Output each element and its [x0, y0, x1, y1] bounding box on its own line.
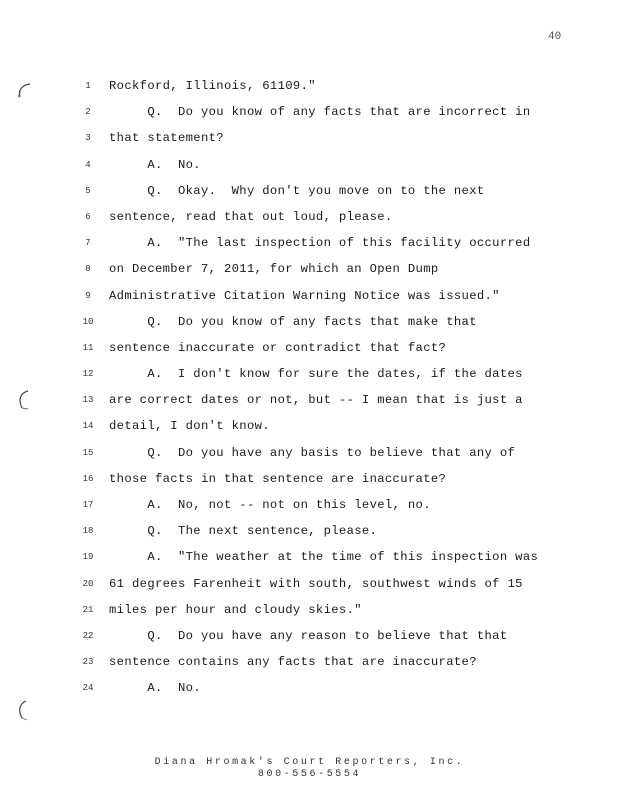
line-number: 22	[82, 630, 94, 641]
line-number: 4	[85, 159, 91, 170]
line-number: 12	[82, 369, 94, 380]
transcript-line: Administrative Citation Warning Notice was issued."	[109, 288, 500, 303]
transcript-line: Q. Do you have any reason to believe that that	[109, 628, 508, 643]
transcript-line: A. "The weather at the time of this inspection was	[109, 550, 539, 565]
transcript-line: sentence, read that out loud, please.	[109, 209, 393, 224]
transcript-line: sentence inaccurate or contradict that fact?	[109, 340, 447, 355]
transcript-line: miles per hour and cloudy skies."	[109, 602, 362, 617]
transcript-line: Rockford, Illinois, 61109."	[109, 79, 316, 93]
transcript-line: Q. Do you have any basis to believe that any of	[109, 445, 516, 460]
footer-phone: 800-556-5554	[257, 769, 362, 780]
transcript-line: that statement?	[109, 131, 224, 146]
line-number: 21	[82, 604, 94, 615]
line-number: 11	[82, 342, 94, 353]
transcript-line: detail, I don't know.	[109, 419, 270, 434]
line-number: 7	[85, 238, 91, 249]
line-number: 19	[82, 552, 94, 563]
line-number: 6	[85, 211, 91, 222]
line-number: 15	[82, 447, 94, 458]
binder-hole-mark-middle	[12, 388, 36, 412]
footer-company: Diana Hromak's Court Reporters, Inc.	[154, 757, 465, 768]
line-number: 2	[85, 107, 91, 118]
line-number: 1	[85, 81, 91, 91]
transcript-line: A. No.	[109, 681, 201, 696]
binder-hole-mark-top	[12, 80, 36, 104]
line-number: 8	[85, 264, 91, 275]
transcript-line: 61 degrees Farenheit with south, southwest winds of 15	[109, 576, 523, 591]
line-number: 5	[85, 185, 91, 196]
line-number: 14	[82, 421, 94, 432]
line-number-column	[78, 78, 98, 707]
line-number: 20	[82, 578, 94, 589]
page-footer	[0, 757, 619, 781]
binder-hole-mark-bottom	[12, 698, 36, 722]
line-number: 3	[85, 133, 91, 144]
transcript-body	[109, 78, 579, 707]
transcript-line: Q. Okay. Why don't you move on to the next	[109, 183, 485, 198]
line-number: 13	[82, 395, 94, 406]
transcript-line: A. No.	[109, 157, 201, 172]
line-number: 16	[82, 473, 94, 484]
transcript-line: A. No, not -- not on this level, no.	[109, 498, 431, 512]
transcript-line: A. I don't know for sure the dates, if the dates	[109, 367, 523, 382]
transcript-line: sentence contains any facts that are inaccurate?	[109, 655, 477, 670]
transcript-line: those facts in that sentence are inaccurate?	[109, 471, 447, 486]
transcript-line: A. "The last inspection of this facility occurred	[109, 236, 531, 251]
transcript-line: on December 7, 2011, for which an Open Dump	[109, 262, 439, 277]
line-number: 10	[82, 316, 94, 327]
transcript-line: Q. Do you know of any facts that make that	[109, 314, 477, 329]
transcript-line: Q. Do you know of any facts that are incorrect in	[109, 105, 531, 120]
line-number: 18	[82, 526, 94, 537]
line-number: 9	[85, 290, 91, 301]
page-number: 40	[548, 31, 562, 43]
transcript-line: Q. The next sentence, please.	[109, 524, 378, 539]
line-number: 17	[82, 500, 94, 510]
transcript-line: are correct dates or not, but -- I mean that is just a	[109, 393, 523, 408]
line-number: 24	[82, 683, 94, 694]
line-number: 23	[82, 657, 94, 668]
